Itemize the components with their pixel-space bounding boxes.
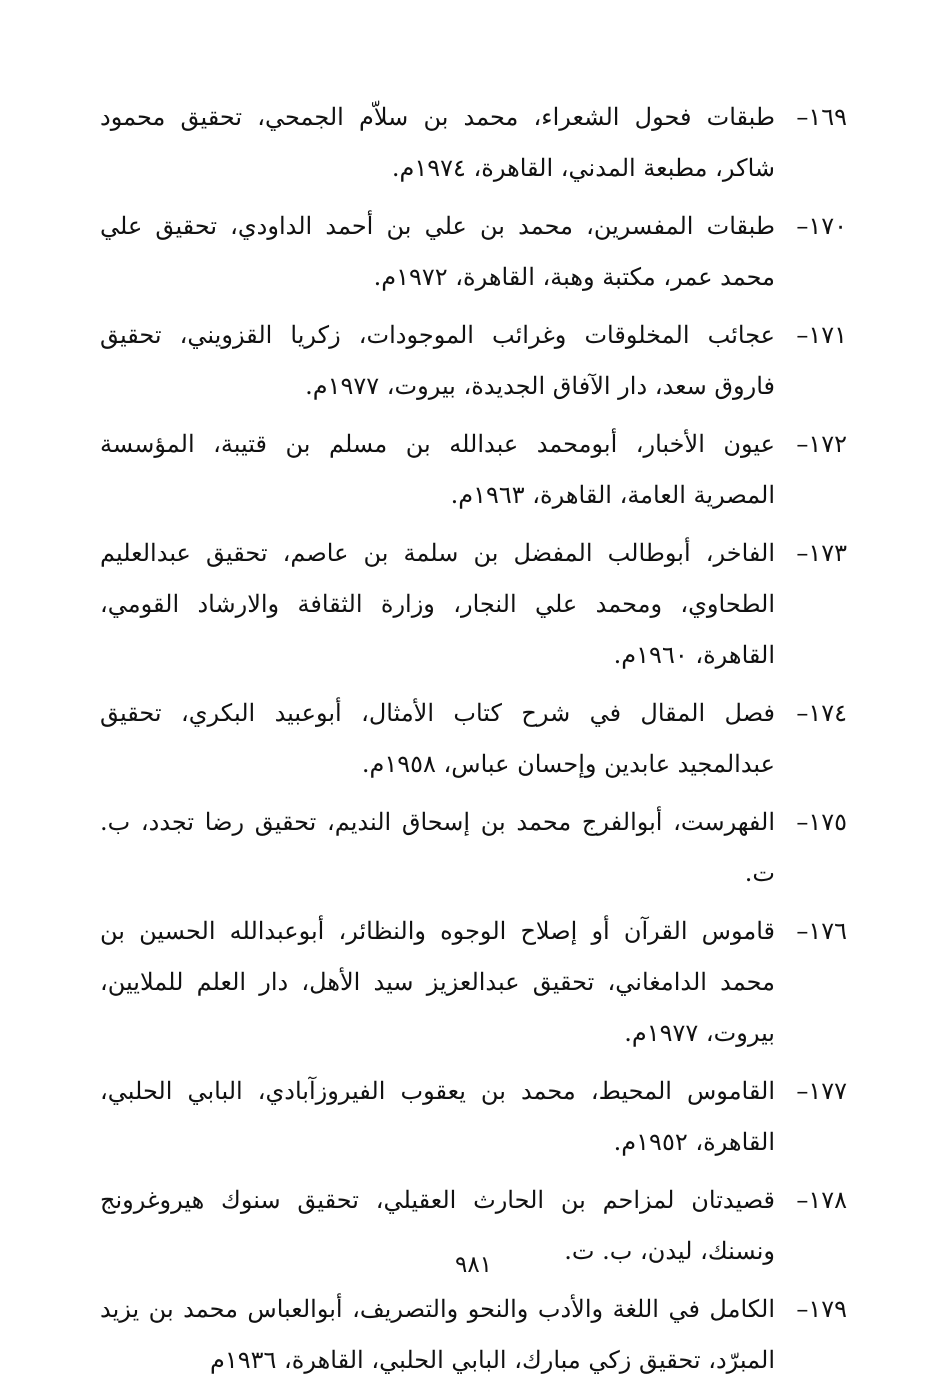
bibliography-list [100, 92, 847, 1386]
bibliography-entry [100, 1066, 847, 1168]
bibliography-entry [100, 1284, 847, 1386]
entry-number: ١٧٦– [796, 917, 847, 945]
entry-number: ١٧٤– [796, 699, 847, 727]
bibliography-entry [100, 528, 847, 681]
entry-number: ١٧٢– [796, 430, 847, 458]
entry-text: فصل المقال في شرح كتاب الأمثال، أبوعبيد البكري، تحقيق عبدالمجيد عابدين وإحسان عباس، ١٩٥٨م. [100, 699, 775, 778]
entry-number: ١٧٥– [796, 808, 847, 836]
entry-text: قاموس القرآن أو إصلاح الوجوه والنظائر، أبوعبدالله الحسين بن محمد الدامغاني، تحقيق عبدالعزيز سيد الأهل، دار العلم للملايين، بيروت، ١٩٧٧م. [100, 917, 775, 1047]
entry-number: ١٧٩– [796, 1295, 847, 1323]
entry-number: ١٧٠– [796, 212, 847, 240]
entry-text: عجائب المخلوقات وغرائب الموجودات، زكريا القزويني، تحقيق فاروق سعد، دار الآفاق الجديدة، بيروت، ١٩٧٧م. [100, 321, 775, 400]
entry-text: الفاخر، أبوطالب المفضل بن سلمة بن عاصم، تحقيق عبدالعليم الطحاوي، ومحمد علي النجار، وزارة الثقافة والارشاد القومي، القاهرة، ١٩٦٠م. [100, 539, 775, 669]
bibliography-entry [100, 92, 847, 194]
entry-text: طبقات المفسرين، محمد بن علي بن أحمد الداودي، تحقيق علي محمد عمر، مكتبة وهبة، القاهرة، ١٩٧٢م. [100, 212, 775, 291]
bibliography-entry [100, 688, 847, 790]
page-number: ٩٨١ [454, 1252, 493, 1278]
bibliography-entry [100, 201, 847, 303]
entry-text: الفهرست، أبوالفرج محمد بن إسحاق النديم، تحقيق رضا تجدد، ب. ت. [100, 808, 775, 887]
bibliography-entry [100, 906, 847, 1059]
entry-number: ١٧٧– [796, 1077, 847, 1105]
entry-text: قصيدتان لمزاحم بن الحارث العقيلي، تحقيق سنوك هيروغرونج ونسنك، ليدن، ب. ت. [100, 1186, 775, 1265]
entry-text: عيون الأخبار، أبومحمد عبدالله بن مسلم بن قتيبة، المؤسسة المصرية العامة، القاهرة، ١٩٦٣م. [100, 430, 775, 509]
entry-text: الكامل في اللغة والأدب والنحو والتصريف، أبوالعباس محمد بن يزيد المبرّد، تحقيق زكي مبارك، البابي الحلبي، القاهرة، ١٩٣٦م [100, 1295, 775, 1374]
entry-number: ١٧٨– [796, 1186, 847, 1214]
entry-number: ١٦٩– [796, 103, 847, 131]
bibliography-entry [100, 419, 847, 521]
entry-number: ١٧١– [796, 321, 847, 349]
bibliography-entry [100, 797, 847, 899]
entry-number: ١٧٣– [796, 539, 847, 567]
entry-text: القاموس المحيط، محمد بن يعقوب الفيروزآبادي، البابي الحلبي، القاهرة، ١٩٥٢م. [100, 1077, 775, 1156]
bibliography-entry [100, 310, 847, 412]
entry-text: طبقات فحول الشعراء، محمد بن سلاّم الجمحي، تحقيق محمود شاكر، مطبعة المدني، القاهرة، ١٩٧٤م. [100, 103, 775, 182]
